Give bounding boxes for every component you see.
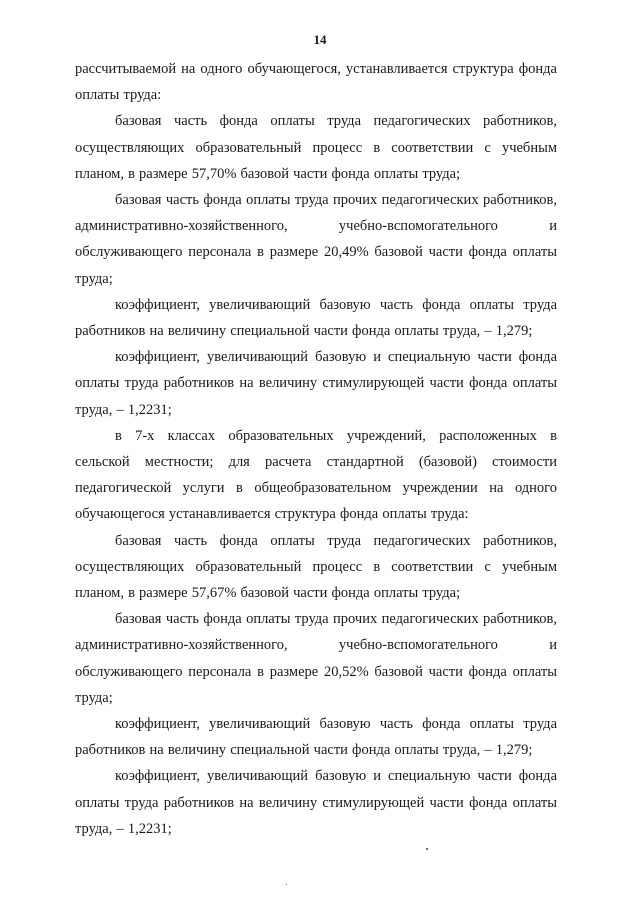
- paragraph-special-coefficient-2: коэффициент, увеличивающий базовую часть фонда оплаты труда работников на величину специальной части фонда оплаты труда, – 1,279;: [75, 716, 557, 759]
- paragraph-base-other-staff-share-2: базовая часть фонда оплаты труда прочих педагогических работников, административно-хозяйственного, учебно-вспомогательного и обслуживающего персонала в размере 20,52% базовой части фонда оплаты труда;: [75, 611, 557, 706]
- document-body: [75, 56, 557, 842]
- paragraph-base-other-staff-share: базовая часть фонда оплаты труда прочих педагогических работников, административно-хозяйственного, учебно-вспомогательного и обслуживающего персонала в размере 20,49% базовой части фонда оплаты труда;: [75, 192, 557, 287]
- paragraph-stimulating-coefficient-2: коэффициент, увеличивающий базовую и специальную части фонда оплаты труда работников на величину стимулирующей части фонда оплаты труда, – 1,2231;: [75, 768, 557, 837]
- paragraph-base-teaching-share: базовая часть фонда оплаты труда педагогических работников, осуществляющих образовательный процесс в соответствии с учебным планом, в размере 57,70% базовой части фонда оплаты труда;: [75, 113, 557, 182]
- scan-speck: [286, 884, 287, 885]
- paragraph-grade-7-rural: в 7-х классах образовательных учреждений, расположенных в сельской местности; для расчета стандартной (базовой) стоимости педагогической услуги в общеобразовательном учреждении на одного обучающегося устанавливается структура фонда оплаты труда:: [75, 427, 557, 523]
- page-number: 14: [313, 32, 327, 47]
- paragraph-continuation: рассчитываемой на одного обучающегося, устанавливается структура фонда оплаты труда:: [75, 61, 557, 104]
- paragraph-special-coefficient: коэффициент, увеличивающий базовую часть фонда оплаты труда работников на величину специальной части фонда оплаты труда, – 1,279;: [75, 296, 557, 340]
- scan-speck: [426, 848, 428, 850]
- paragraph-stimulating-coefficient: коэффициент, увеличивающий базовую и специальную части фонда оплаты труда работников на величину стимулирующей части фонда оплаты труда, – 1,2231;: [75, 349, 557, 418]
- paragraph-base-teaching-share-2: базовая часть фонда оплаты труда педагогических работников, осуществляющих образовательный процесс в соответствии с учебным планом, в размере 57,67% базовой части фонда оплаты труда;: [75, 532, 557, 602]
